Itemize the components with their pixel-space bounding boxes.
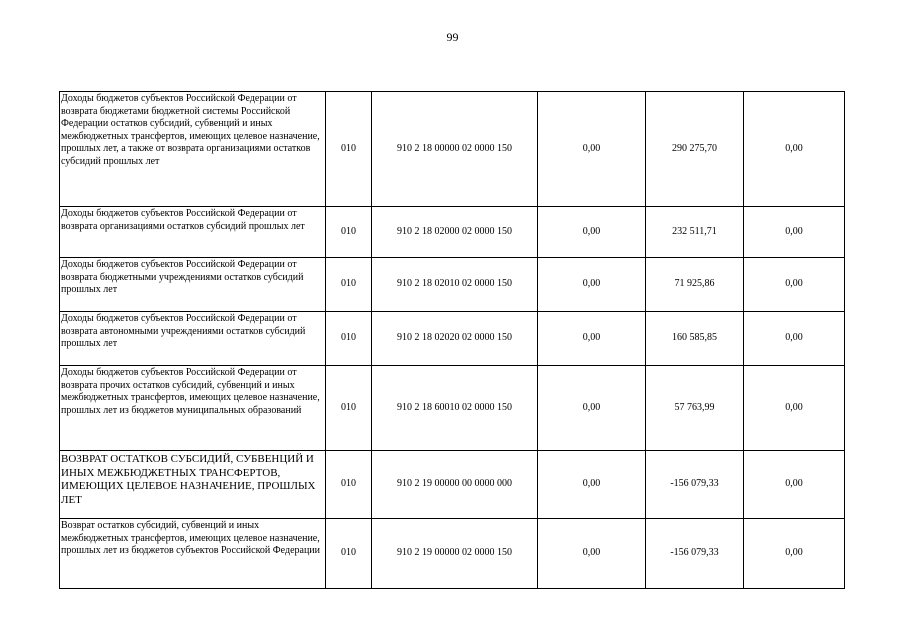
row-value-1: 0,00	[538, 366, 646, 451]
row-value-3: 0,00	[744, 451, 845, 519]
table-row	[60, 92, 845, 207]
row-value-3: 0,00	[744, 92, 845, 207]
row-kbk: 910 2 18 02010 02 0000 150	[372, 258, 538, 312]
row-value-2: 57 763,99	[646, 366, 744, 451]
row-value-2: 71 925,86	[646, 258, 744, 312]
row-value-3: 0,00	[744, 312, 845, 366]
row-value-2: 160 585,85	[646, 312, 744, 366]
row-code: 010	[326, 366, 372, 451]
table-row	[60, 258, 845, 312]
row-code: 010	[326, 92, 372, 207]
row-value-2: -156 079,33	[646, 519, 744, 589]
row-value-3: 0,00	[744, 258, 845, 312]
row-value-1: 0,00	[538, 92, 646, 207]
table-row	[60, 207, 845, 258]
row-description: Доходы бюджетов субъектов Российской Федерации от возврата прочих остатков субсидий, субвенций и иных межбюджетных трансфертов, имеющих целевое назначение, прошлых лет из бюджетов муниципальных образований	[60, 366, 326, 451]
page-number: 99	[446, 30, 459, 44]
budget-table	[59, 91, 845, 589]
row-kbk: 910 2 19 00000 02 0000 150	[372, 519, 538, 589]
row-value-1: 0,00	[538, 207, 646, 258]
row-value-1: 0,00	[538, 451, 646, 519]
row-description: Возврат остатков субсидий, субвенций и иных межбюджетных трансфертов, имеющих целевое назначение, прошлых лет из бюджетов субъектов Российской Федерации	[60, 519, 326, 589]
row-code: 010	[326, 258, 372, 312]
row-code: 010	[326, 207, 372, 258]
row-value-2: -156 079,33	[646, 451, 744, 519]
row-kbk: 910 2 18 00000 02 0000 150	[372, 92, 538, 207]
row-kbk: 910 2 18 02020 02 0000 150	[372, 312, 538, 366]
table-row	[60, 451, 845, 519]
row-kbk: 910 2 18 02000 02 0000 150	[372, 207, 538, 258]
row-value-3: 0,00	[744, 207, 845, 258]
row-kbk: 910 2 18 60010 02 0000 150	[372, 366, 538, 451]
row-value-2: 290 275,70	[646, 92, 744, 207]
row-description: Доходы бюджетов субъектов Российской Федерации от возврата бюджетами бюджетной системы Российской Федерации остатков субсидий, субвенций и иных межбюджетных трансфертов, имеющих целевое назначение, прошлых лет, а также от возврата организациями остатков субсидий прошлых лет	[60, 92, 326, 207]
row-value-1: 0,00	[538, 519, 646, 589]
table-row	[60, 312, 845, 366]
row-value-3: 0,00	[744, 519, 845, 589]
row-code: 010	[326, 312, 372, 366]
row-value-3: 0,00	[744, 366, 845, 451]
row-description: Доходы бюджетов субъектов Российской Федерации от возврата автономными учреждениями остатков субсидий прошлых лет	[60, 312, 326, 366]
row-value-1: 0,00	[538, 312, 646, 366]
row-description: Доходы бюджетов субъектов Российской Федерации от возврата организациями остатков субсидий прошлых лет	[60, 207, 326, 258]
row-description: ВОЗВРАТ ОСТАТКОВ СУБСИДИЙ, СУБВЕНЦИЙ И ИНЫХ МЕЖБЮДЖЕТНЫХ ТРАНСФЕРТОВ, ИМЕЮЩИХ ЦЕЛЕВОЕ НАЗНАЧЕНИЕ, ПРОШЛЫХ ЛЕТ	[60, 451, 326, 519]
table-row	[60, 519, 845, 589]
row-value-1: 0,00	[538, 258, 646, 312]
row-kbk: 910 2 19 00000 00 0000 000	[372, 451, 538, 519]
table-row	[60, 366, 845, 451]
row-code: 010	[326, 519, 372, 589]
row-value-2: 232 511,71	[646, 207, 744, 258]
row-code: 010	[326, 451, 372, 519]
row-description: Доходы бюджетов субъектов Российской Федерации от возврата бюджетными учреждениями остатков субсидий прошлых лет	[60, 258, 326, 312]
